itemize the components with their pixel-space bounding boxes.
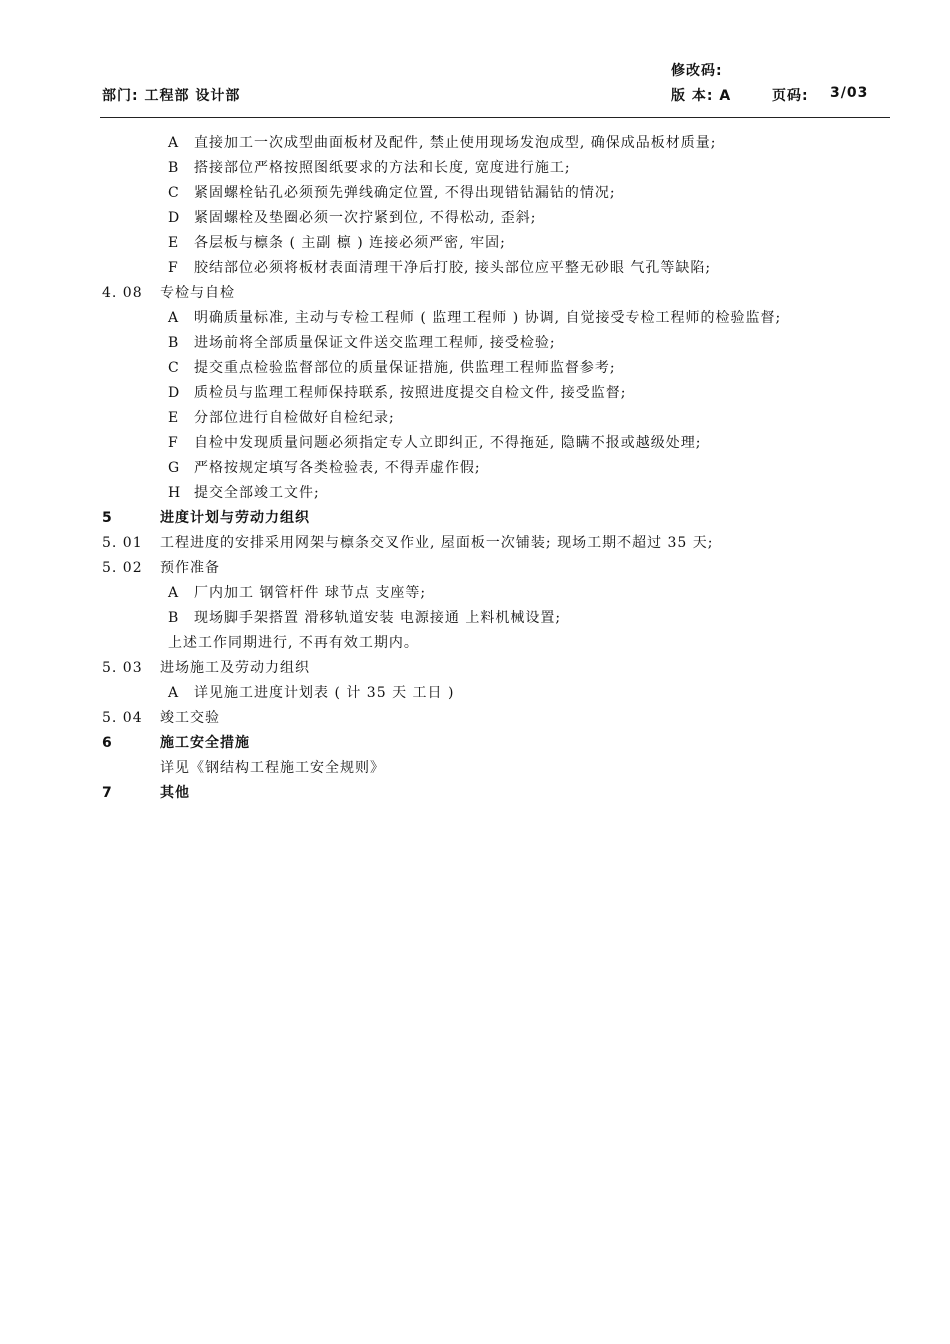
section-number: 5. 04 [102,710,143,726]
header-divider [100,117,890,118]
section-title: 施工安全措施 [160,735,250,751]
item-text: 搭接部位严格按照图纸要求的方法和长度, 宽度进行施工; [194,160,571,176]
revision-code-label: 修改码: [671,63,723,79]
page-number: 3/03 [830,85,869,101]
item-text: 现场脚手架搭置 滑移轨道安装 电源接通 上料机械设置; [194,610,562,626]
item-text: 详见施工进度计划表 ( 计 35 天 工日 ) [194,685,455,701]
item-letter: A [168,135,180,151]
version-label: 版 本: A [671,88,732,104]
section-number: 5. 01 [102,535,143,551]
section-number: 6 [102,735,113,751]
section-text: 工程进度的安排采用网架与檩条交叉作业, 屋面板一次铺装; 现场工期不超过 35 天; [160,535,714,551]
item-letter: E [168,235,180,251]
item-text: 提交重点检验监督部位的质量保证措施, 供监理工程师监督参考; [194,360,616,376]
item-letter: H [168,485,182,501]
section-number: 7 [102,785,113,801]
item-text: 紧固螺栓钻孔必须预先弹线确定位置, 不得出现错钻漏钻的情况; [194,185,616,201]
item-text: 明确质量标准, 主动与专检工程师 ( 监理工程师 ) 协调, 自觉接受专检工程师的检验监督; [194,310,782,326]
item-text: 自检中发现质量问题必须指定专人立即纠正, 不得拖延, 隐瞒不报或越级处理; [194,435,702,451]
item-letter: F [168,260,179,276]
section-title: 其他 [160,785,190,801]
page-label: 页码: [772,88,809,104]
note-text: 详见《钢结构工程施工安全规则》 [160,760,385,776]
department-label: 部门: 工程部 设计部 [102,88,241,104]
item-letter: D [168,210,181,226]
item-text: 提交全部竣工文件; [194,485,320,501]
item-letter: B [168,610,180,626]
item-text: 厂内加工 钢管杆件 球节点 支座等; [194,585,427,601]
section-title: 专检与自检 [160,285,235,301]
item-text: 胶结部位必须将板材表面清理干净后打胶, 接头部位应平整无砂眼 气孔等缺陷; [194,260,712,276]
section-number: 5. 02 [102,560,143,576]
section-title: 预作准备 [160,560,220,576]
section-title: 进场施工及劳动力组织 [160,660,310,676]
item-letter: E [168,410,180,426]
item-letter: F [168,435,179,451]
item-text: 进场前将全部质量保证文件送交监理工程师, 接受检验; [194,335,556,351]
item-letter: B [168,160,180,176]
section-number: 4. 08 [102,285,143,301]
item-letter: B [168,335,180,351]
item-text: 直接加工一次成型曲面板材及配件, 禁止使用现场发泡成型, 确保成品板材质量; [194,135,717,151]
item-text: 各层板与檩条 ( 主副 檩 ) 连接必须严密, 牢固; [194,235,506,251]
item-letter: D [168,385,181,401]
item-text: 紧固螺栓及垫圈必须一次拧紧到位, 不得松动, 歪斜; [194,210,537,226]
note-text: 上述工作同期进行, 不再有效工期内。 [168,635,419,651]
section-number: 5. 03 [102,660,143,676]
item-text: 质检员与监理工程师保持联系, 按照进度提交自检文件, 接受监督; [194,385,627,401]
item-letter: C [168,360,180,376]
item-letter: G [168,460,181,476]
item-letter: A [168,585,180,601]
section-number: 5 [102,510,113,526]
item-text: 分部位进行自检做好自检纪录; [194,410,395,426]
item-text: 严格按规定填写各类检验表, 不得弄虚作假; [194,460,481,476]
item-letter: C [168,185,180,201]
section-title: 进度计划与劳动力组织 [160,510,310,526]
section-title: 竣工交验 [160,710,220,726]
item-letter: A [168,685,180,701]
item-letter: A [168,310,180,326]
